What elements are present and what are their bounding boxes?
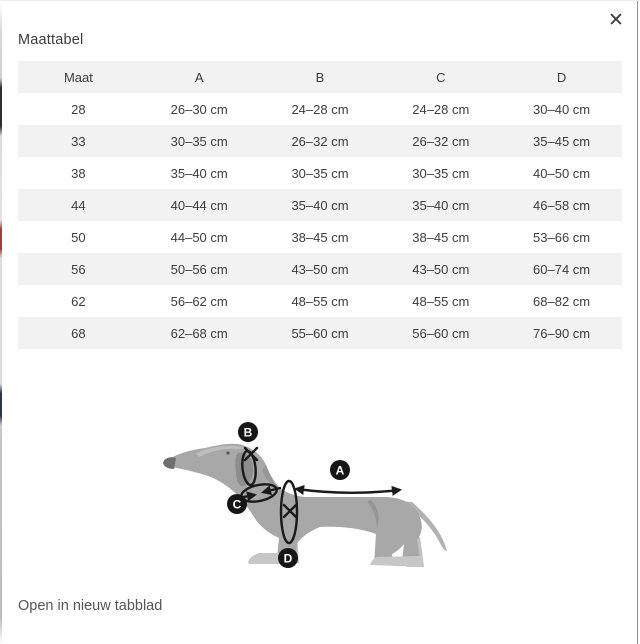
page-title: Maattabel bbox=[18, 32, 84, 48]
dachshund-illustration bbox=[163, 444, 447, 567]
table-row bbox=[18, 317, 622, 349]
column-header-a: A bbox=[194, 69, 204, 85]
table-row bbox=[18, 285, 622, 317]
cell-b: 26–32 cm bbox=[291, 133, 349, 149]
label-b: B bbox=[243, 425, 253, 440]
cell-b: 38–45 cm bbox=[291, 229, 349, 245]
cell-c: 30–35 cm bbox=[412, 165, 470, 181]
cell-maat: 50 bbox=[71, 229, 86, 245]
cell-maat: 56 bbox=[71, 261, 86, 277]
cell-maat: 33 bbox=[71, 133, 86, 149]
cell-d: 53–66 cm bbox=[533, 229, 591, 245]
cell-a: 30–35 cm bbox=[170, 133, 228, 149]
label-a: A bbox=[335, 463, 345, 478]
cell-a: 56–62 cm bbox=[170, 293, 228, 309]
cell-c: 43–50 cm bbox=[412, 261, 470, 277]
column-header-b: B bbox=[315, 69, 325, 85]
cell-a: 40–44 cm bbox=[170, 197, 228, 213]
cell-a: 62–68 cm bbox=[170, 325, 228, 341]
open-in-new-tab-link[interactable]: Open in nieuw tabblad bbox=[18, 598, 163, 614]
cell-a: 44–50 cm bbox=[170, 229, 228, 245]
cell-d: 40–50 cm bbox=[533, 165, 591, 181]
left-edge-artifact bbox=[0, 1, 2, 644]
cell-d: 35–45 cm bbox=[533, 133, 591, 149]
cell-d: 30–40 cm bbox=[533, 101, 591, 117]
cell-d: 76–90 cm bbox=[533, 325, 591, 341]
table-row bbox=[18, 253, 622, 285]
cell-b: 55–60 cm bbox=[291, 325, 349, 341]
cell-b: 43–50 cm bbox=[291, 261, 349, 277]
cell-c: 26–32 cm bbox=[412, 133, 470, 149]
table-row bbox=[18, 189, 622, 221]
table-row bbox=[18, 157, 622, 189]
label-c: C bbox=[232, 497, 242, 512]
cell-a: 35–40 cm bbox=[170, 165, 228, 181]
cell-a: 26–30 cm bbox=[170, 101, 228, 117]
size-table bbox=[18, 61, 622, 349]
table-header-row bbox=[18, 61, 622, 93]
cell-maat: 68 bbox=[71, 325, 86, 341]
cell-c: 56–60 cm bbox=[412, 325, 470, 341]
column-header-maat: Maat bbox=[63, 69, 93, 85]
cell-d: 68–82 cm bbox=[533, 293, 591, 309]
column-header-d: D bbox=[556, 69, 567, 85]
cell-maat: 38 bbox=[71, 165, 86, 181]
table-row bbox=[18, 125, 622, 157]
cell-c: 24–28 cm bbox=[412, 101, 470, 117]
cell-maat: 62 bbox=[71, 293, 86, 309]
cell-d: 46–58 cm bbox=[533, 197, 591, 213]
cell-maat: 44 bbox=[71, 197, 86, 213]
table-row bbox=[18, 93, 622, 125]
cell-a: 50–56 cm bbox=[170, 261, 228, 277]
cell-c: 38–45 cm bbox=[412, 229, 470, 245]
cell-b: 30–35 cm bbox=[291, 165, 349, 181]
cell-d: 60–74 cm bbox=[533, 261, 591, 277]
column-header-c: C bbox=[436, 69, 446, 85]
cell-b: 24–28 cm bbox=[291, 101, 349, 117]
cell-maat: 28 bbox=[71, 101, 86, 117]
cell-c: 48–55 cm bbox=[412, 293, 470, 309]
cell-b: 35–40 cm bbox=[291, 197, 349, 213]
label-d: D bbox=[283, 551, 293, 566]
table-row bbox=[18, 221, 622, 253]
dog-measurement-diagram bbox=[150, 391, 470, 591]
right-edge-divider bbox=[637, 1, 638, 644]
cell-b: 48–55 cm bbox=[291, 293, 349, 309]
close-icon[interactable]: ✕ bbox=[603, 8, 629, 34]
cell-c: 35–40 cm bbox=[412, 197, 470, 213]
